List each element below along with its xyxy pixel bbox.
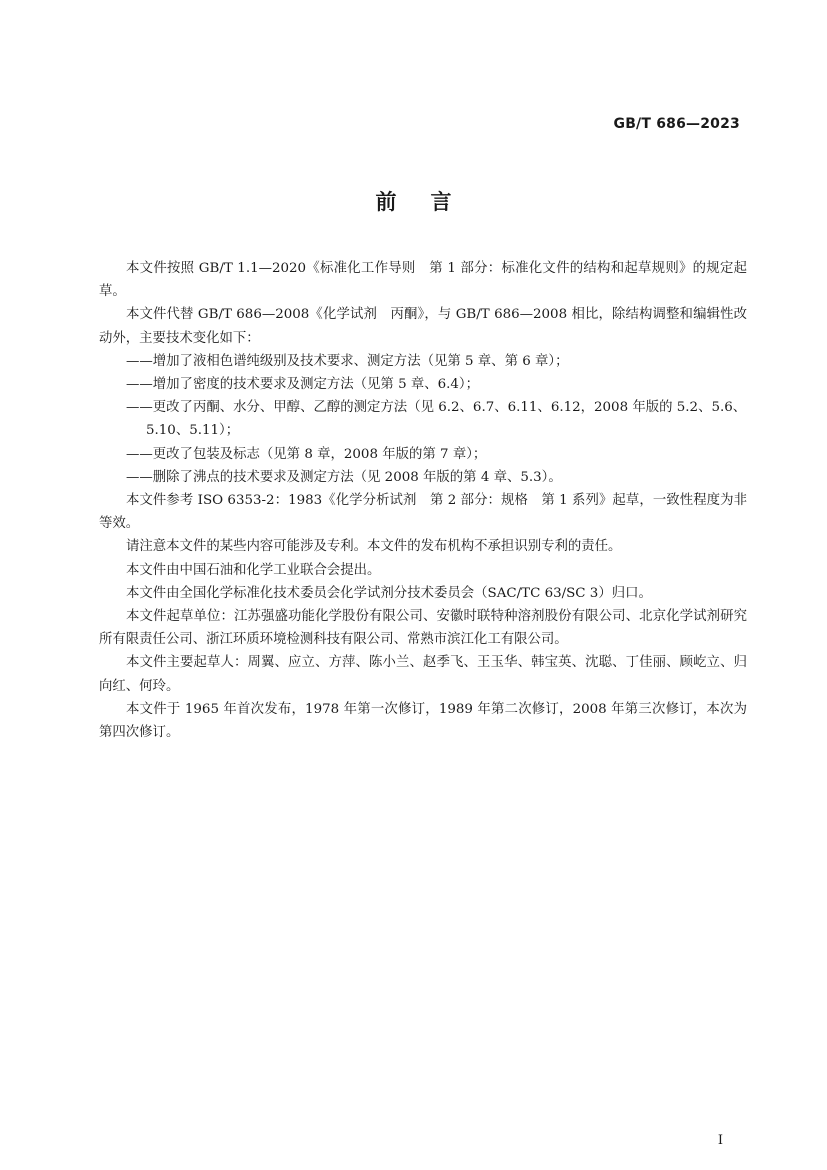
paragraph-history: 本文件于 1965 年首次发布，1978 年第一次修订，1989 年第二次修订，2008 年第三次修订，本次为第四次修订。 [99,701,747,741]
page-title [0,186,827,216]
title-char-left: 前 [375,190,397,214]
paragraph-patent-notice: 请注意本文件的某些内容可能涉及专利。本文件的发布机构不承担识别专利的责任。 [126,539,622,555]
paragraph-replacement: 本文件代替 GB/T 686—2008《化学试剂 丙酮》，与 GB/T 686—2008 相比，除结构调整和编辑性改动外，主要技术变化如下： [99,307,747,346]
paragraph-reference: 本文件参考 ISO 6353-2：1983《化学分析试剂 第 2 部分：规格 第 1 系列》起草，一致性程度为非等效。 [99,493,747,532]
paragraph-committee: 本文件由全国化学标准化技术委员会化学试剂分技术委员会（SAC/TC 63/SC 3）归口。 [126,585,652,601]
change-item: ——更改了丙酮、水分、甲醇、乙醇的测定方法（见 6.2、6.7、6.11、6.12，2008 年版的 5.2、5.6、5.10、5.11）； [126,400,747,439]
paragraph-drafting-rules: 本文件按照 GB/T 1.1—2020《标准化工作导则 第 1 部分：标准化文件的结构和起草规则》的规定起草。 [99,261,747,300]
paragraph-drafters: 本文件主要起草人：周翼、应立、方萍、陈小兰、赵季飞、王玉华、韩宝英、沈聪、丁佳丽、顾屹立、归向红、何玲。 [99,655,747,694]
standard-number: GB/T 686—2023 [613,116,740,132]
change-item: ——增加了密度的技术要求及测定方法（见第 5 章、6.4）； [126,377,480,393]
change-item: ——增加了液相色谱纯级别及技术要求、测定方法（见第 5 章、第 6 章）； [126,353,569,369]
change-item: ——删除了沸点的技术要求及测定方法（见 2008 年版的第 4 章、5.3）。 [126,469,562,485]
foreword-body [99,257,747,744]
change-item: ——更改了包装及标志（见第 8 章，2008 年版的第 7 章）； [126,446,487,462]
paragraph-drafting-units: 本文件起草单位：江苏强盛功能化学股份有限公司、安徽时联特种溶剂股份有限公司、北京化学试剂研究所有限责任公司、浙江环质环境检测科技有限公司、常熟市滨江化工有限公司。 [99,609,747,648]
page-number: I [717,1133,723,1148]
title-char-right: 言 [430,190,452,214]
paragraph-proposed-by: 本文件由中国石油和化学工业联合会提出。 [126,562,381,578]
